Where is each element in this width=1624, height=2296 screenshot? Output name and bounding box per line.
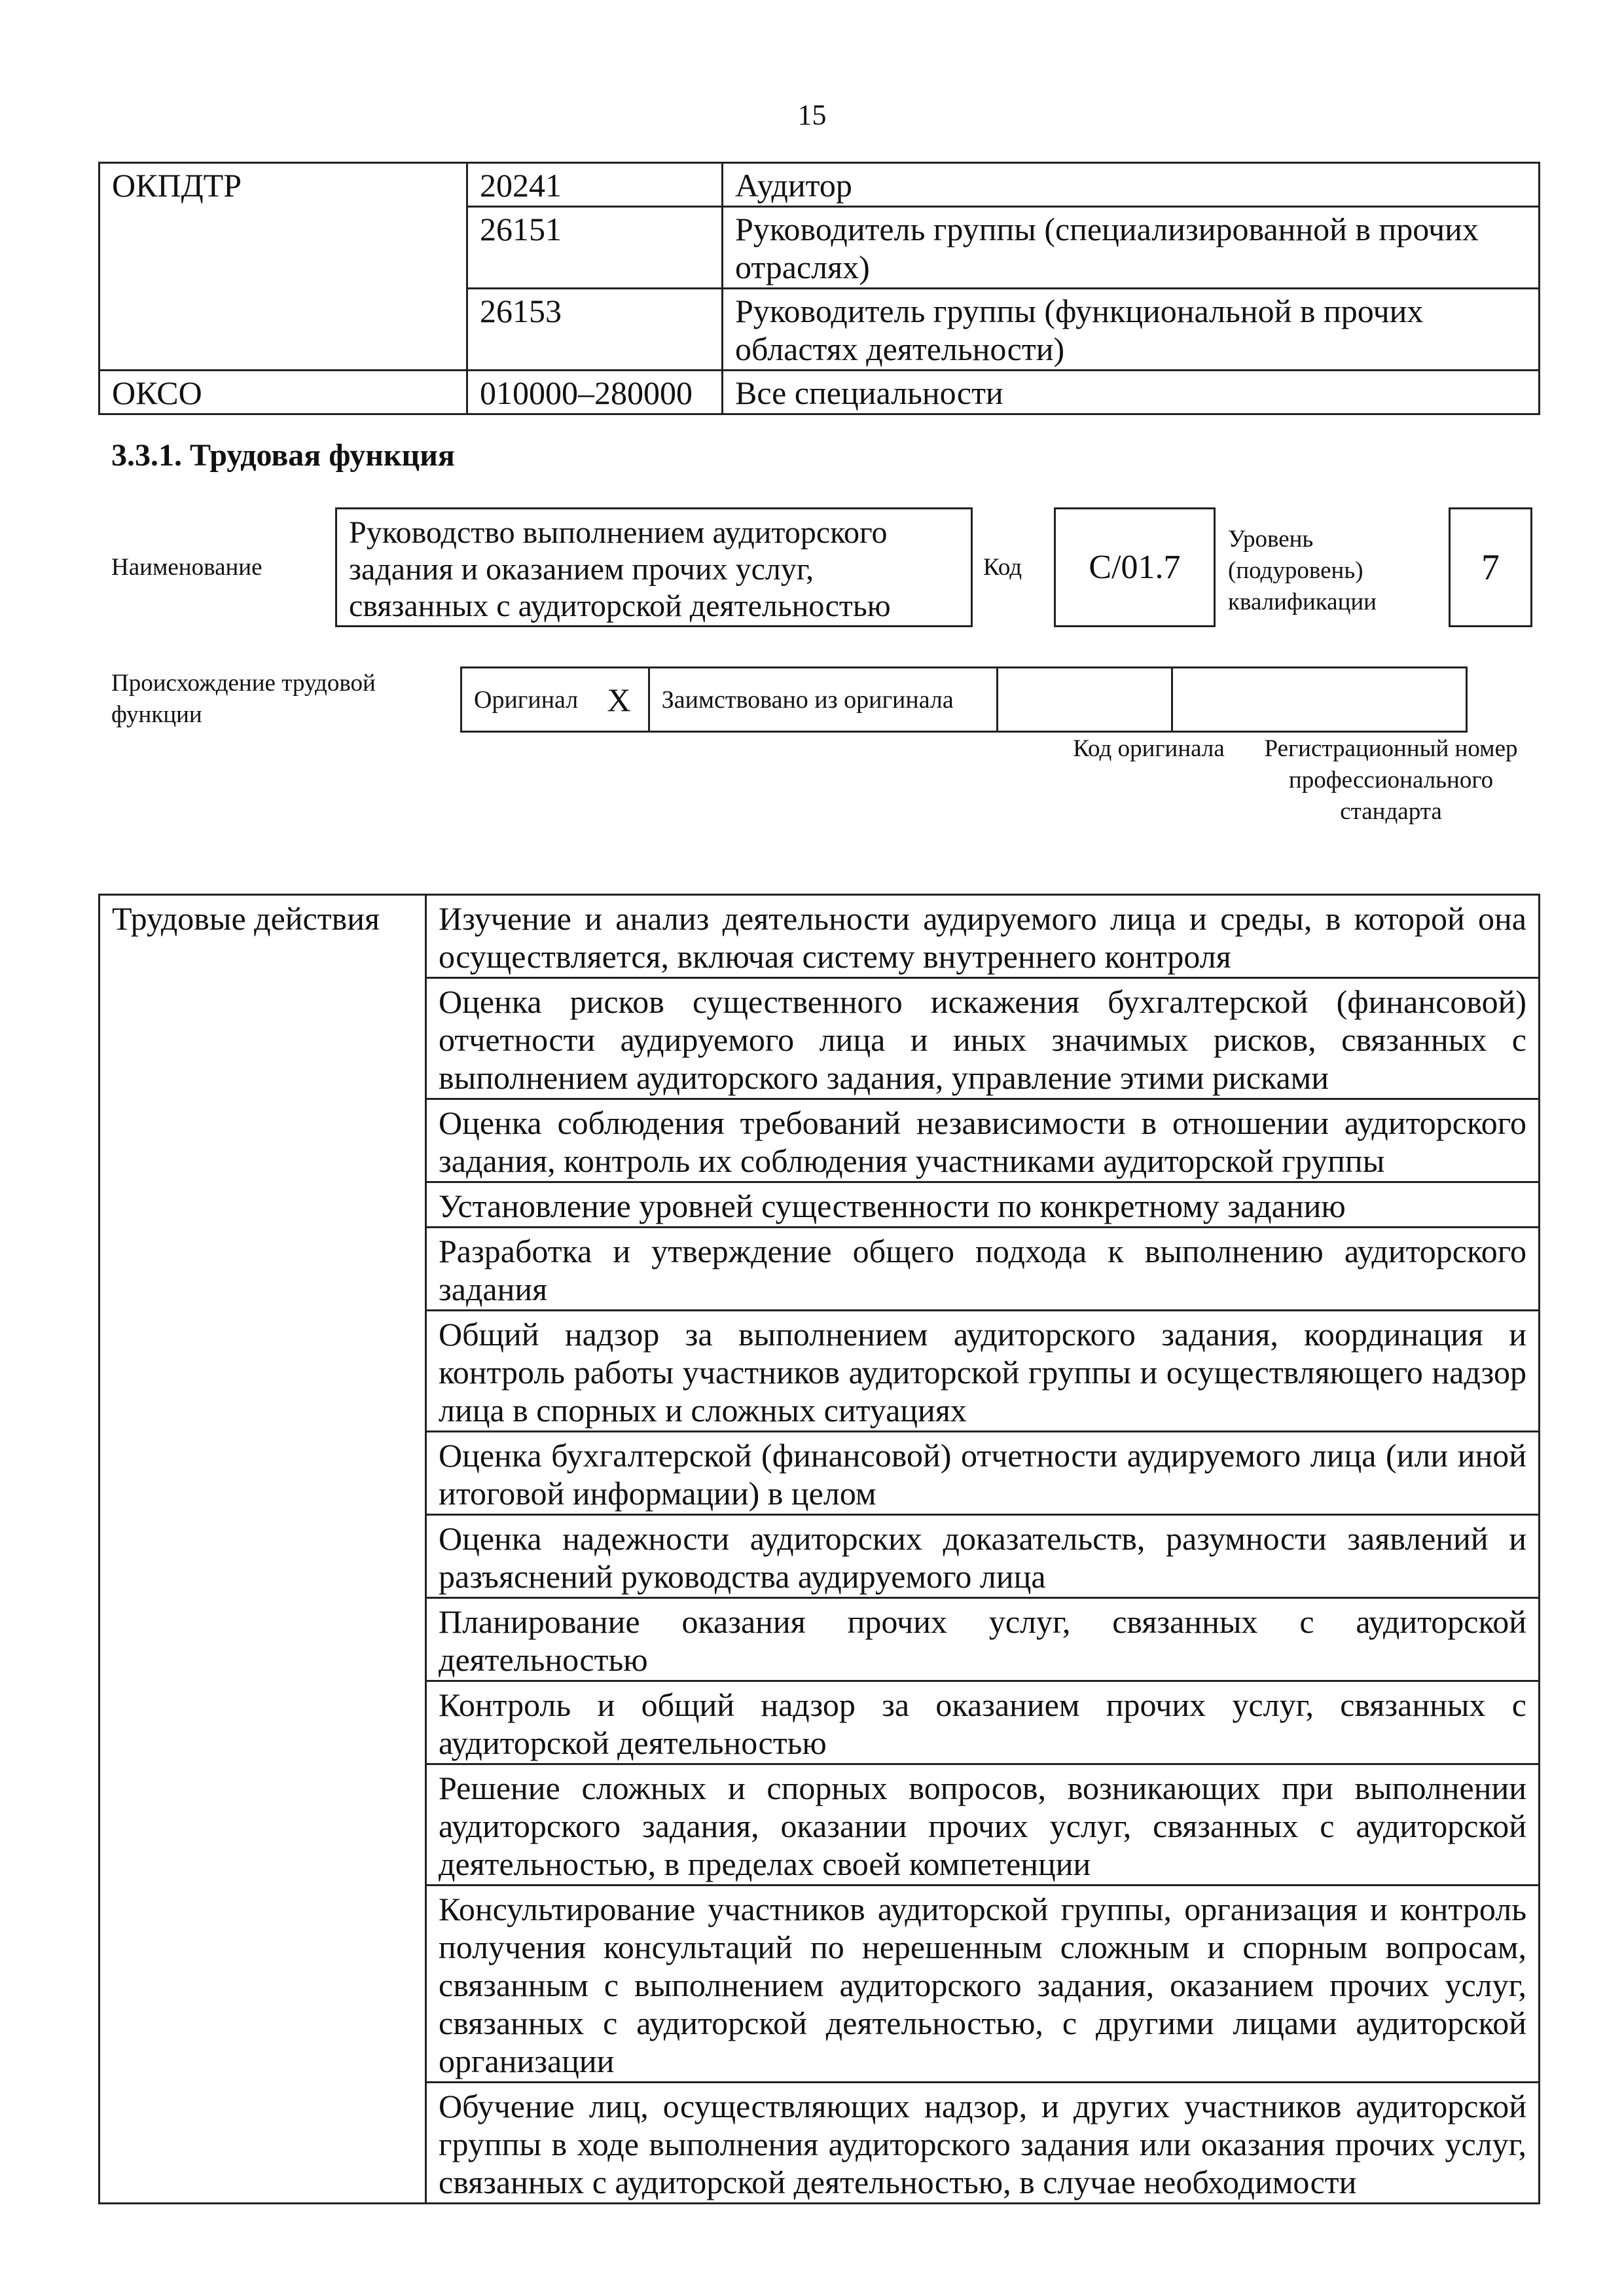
name-label: Наименование bbox=[111, 554, 262, 581]
labor-action: Решение сложных и спорных вопросов, возникающих при выполнении аудиторского задания, оказании прочих услуг, связанных с аудиторской деятельностью, в пределах своей компетенции bbox=[426, 1764, 1540, 1886]
table-row bbox=[99, 371, 1540, 414]
labor-action: Изучение и анализ деятельности аудируемого лица и среды, в которой она осуществляется, включая систему внутреннего контроля bbox=[426, 895, 1540, 978]
classifier-name: ОКСО bbox=[99, 371, 467, 414]
classifier-title: Руководитель группы (специализированной в прочих отраслях) bbox=[723, 207, 1540, 289]
labor-action: Оценка соблюдения требований независимости в отношении аудиторского задания, контроль их соблюдения участниками аудиторской группы bbox=[426, 1099, 1540, 1182]
level-box bbox=[1449, 507, 1532, 627]
classifier-title: Аудитор bbox=[723, 163, 1540, 207]
section-heading: 3.3.1. Трудовая функция bbox=[111, 438, 455, 473]
classifier-code: 20241 bbox=[467, 163, 723, 207]
labor-action: Общий надзор за выполнением аудиторского задания, координация и контроль работы участников аудиторской группы и осуществляющего надзор лица в спорных и сложных ситуациях bbox=[426, 1311, 1540, 1432]
labor-action: Контроль и общий надзор за оказанием прочих услуг, связанных с аудиторской деятельностью bbox=[426, 1681, 1540, 1764]
classifier-title: Руководитель группы (функциональной в прочих областях деятельности) bbox=[723, 289, 1540, 371]
original-code-cell bbox=[997, 668, 1172, 732]
caption-original-code: Код оригинала bbox=[1073, 735, 1225, 762]
original-mark: X bbox=[590, 668, 649, 732]
labor-action: Оценка рисков существенного искажения бухгалтерской (финансовой) отчетности аудируемого лица и иных значимых рисков, связанных с выполнением аудиторского задания, управление этими рисками bbox=[426, 978, 1540, 1099]
classifier-name: ОКПДТР bbox=[99, 163, 467, 371]
classifier-code: 26151 bbox=[467, 207, 723, 289]
level-label: Уровень (подуровень) квалификации bbox=[1228, 526, 1377, 615]
classifier-code: 010000–280000 bbox=[467, 371, 723, 414]
origin-table bbox=[460, 666, 1468, 733]
labor-action: Установление уровней существенности по конкретному заданию bbox=[426, 1182, 1540, 1228]
table-row bbox=[99, 163, 1540, 207]
borrowed-label: Заимствовано из оригинала bbox=[649, 668, 997, 732]
labor-actions-label: Трудовые действия bbox=[99, 895, 426, 2204]
classifier-code: 26153 bbox=[467, 289, 723, 371]
labor-action: Оценка бухгалтерской (финансовой) отчетности аудируемого лица (или иной итоговой информации) в целом bbox=[426, 1432, 1540, 1515]
level-value: 7 bbox=[1481, 547, 1500, 588]
code-label: Код bbox=[983, 554, 1022, 581]
classification-table bbox=[98, 162, 1540, 415]
table-row bbox=[99, 895, 1540, 978]
labor-action: Разработка и утверждение общего подхода к выполнению аудиторского задания bbox=[426, 1228, 1540, 1311]
page-number: 15 bbox=[797, 99, 827, 131]
code-box bbox=[1054, 507, 1216, 627]
table-row bbox=[461, 668, 1467, 732]
original-label: Оригинал bbox=[461, 668, 590, 732]
labor-action: Обучение лиц, осуществляющих надзор, и других участников аудиторской группы в ходе выполнения аудиторского задания или оказания прочих услуг, связанных с аудиторской деятельностью, в случае необходимости bbox=[426, 2083, 1540, 2204]
labor-action: Консультирование участников аудиторской группы, организация и контроль получения консультаций по нерешенным сложным и спорным вопросам, связанным с выполнением аудиторского задания, оказанием прочих услуг, связанных с аудиторской деятельностью, с другими лицами аудиторской организации bbox=[426, 1886, 1540, 2083]
registration-number-cell bbox=[1172, 668, 1466, 732]
caption-registration-number: Регистрационный номер профессионального стандарта bbox=[1264, 735, 1518, 825]
labor-action: Планирование оказания прочих услуг, связанных с аудиторской деятельностью bbox=[426, 1598, 1540, 1681]
function-name-box bbox=[335, 507, 973, 627]
origin-label: Происхождение трудовой функции bbox=[111, 670, 376, 728]
function-name-value: Руководство выполнением аудиторского задания и оказанием прочих услуг, связанных с аудиторской деятельностью bbox=[349, 515, 891, 623]
labor-actions-table bbox=[98, 894, 1540, 2204]
labor-action: Оценка надежности аудиторских доказательств, разумности заявлений и разъяснений руководства аудируемого лица bbox=[426, 1515, 1540, 1598]
classifier-title: Все специальности bbox=[723, 371, 1540, 414]
code-value: C/01.7 bbox=[1089, 549, 1181, 586]
